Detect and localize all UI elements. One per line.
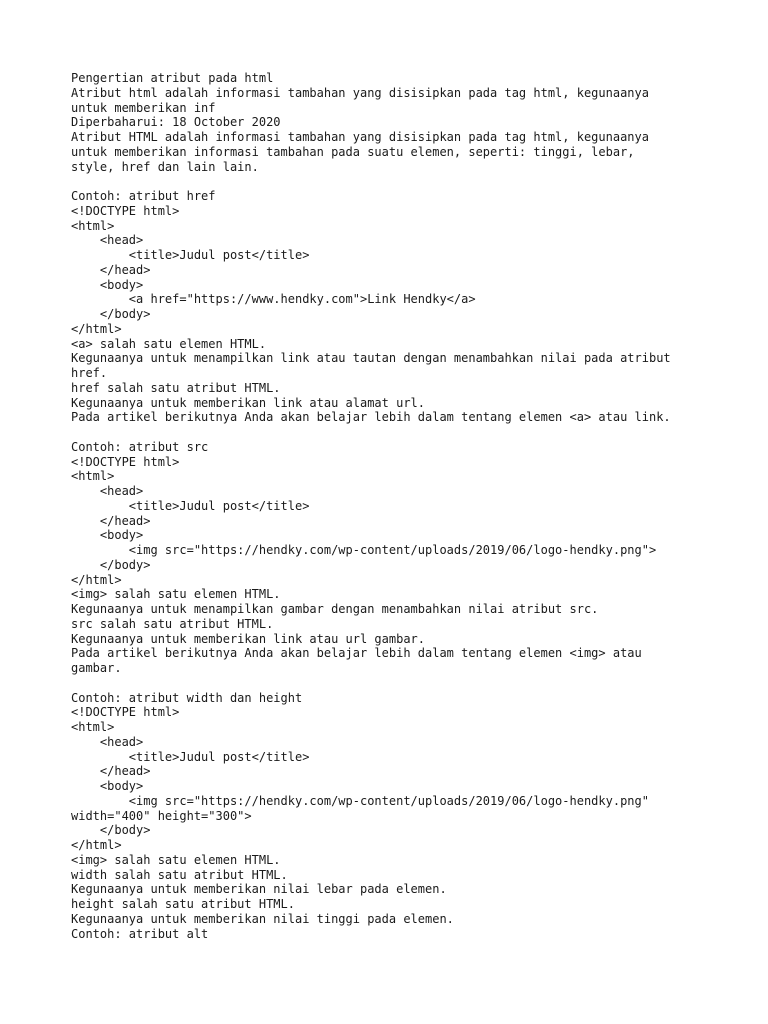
- blank-line: [71, 425, 711, 440]
- text-line: <body>: [71, 528, 144, 543]
- text-line: </body>: [71, 557, 151, 572]
- text-line: <html>: [71, 469, 115, 484]
- text-line: Pada artikel berikutnya Anda akan belajar lebih dalam tentang elemen <img> atau: [71, 646, 642, 661]
- text-line: </head>: [71, 513, 151, 528]
- text-line: src salah satu atribut HTML.: [71, 616, 274, 631]
- text-line: Pengertian atribut pada html: [71, 71, 274, 85]
- text-line: Contoh: atribut width dan height: [71, 690, 303, 705]
- text-line: <!DOCTYPE html>: [71, 454, 180, 469]
- text-line: </html>: [71, 572, 122, 587]
- text-line: width="400" height="300">: [71, 808, 252, 823]
- text-line: Atribut html adalah informasi tambahan yang disisipkan pada tag html, kegunaanya: [71, 85, 649, 100]
- text-line: width salah satu atribut HTML.: [71, 867, 288, 882]
- blank-line: [71, 676, 711, 691]
- text-line: </html>: [71, 838, 122, 852]
- text-line: <html>: [71, 218, 115, 233]
- document-page: [71, 71, 711, 941]
- text-line: <head>: [71, 734, 144, 749]
- text-line: Contoh: atribut alt: [71, 926, 209, 941]
- text-line: <a href="https://www.hendky.com">Link Hendky</a>: [71, 292, 476, 307]
- text-line: Kegunaanya untuk memberikan link atau url gambar.: [71, 631, 426, 646]
- text-line: Contoh: atribut href: [71, 189, 216, 203]
- text-line: <head>: [71, 233, 144, 248]
- text-line: <!DOCTYPE html>: [71, 705, 180, 720]
- text-line: <title>Judul post</title>: [71, 749, 310, 764]
- text-line: Kegunaanya untuk memberikan nilai tinggi pada elemen.: [71, 911, 454, 926]
- text-line: <title>Judul post</title>: [71, 498, 310, 513]
- text-line: <head>: [71, 484, 144, 498]
- text-line: Kegunaanya untuk memberikan link atau alamat url.: [71, 395, 426, 410]
- text-line: Kegunaanya untuk memberikan nilai lebar pada elemen.: [71, 882, 447, 897]
- text-line: </head>: [71, 262, 151, 277]
- text-line: height salah satu atribut HTML.: [71, 897, 295, 911]
- text-line: <title>Judul post</title>: [71, 248, 310, 262]
- blank-line: [71, 174, 711, 189]
- text-line: style, href dan lain lain.: [71, 159, 259, 174]
- text-line: </body>: [71, 307, 151, 321]
- text-line: <body>: [71, 277, 144, 292]
- text-line: </head>: [71, 764, 151, 779]
- text-line: gambar.: [71, 661, 122, 675]
- text-line: untuk memberikan informasi tambahan pada suatu elemen, seperti: tinggi, lebar,: [71, 144, 635, 159]
- text-line: <img> salah satu elemen HTML.: [71, 587, 281, 602]
- text-line: href.: [71, 366, 108, 380]
- text-line: <img src="https://hendky.com/wp-content/uploads/2019/06/logo-hendky.png">: [71, 543, 657, 557]
- text-line: <img> salah satu elemen HTML.: [71, 852, 281, 867]
- text-line: Pada artikel berikutnya Anda akan belajar lebih dalam tentang elemen <a> atau link.: [71, 410, 671, 425]
- text-line: <html>: [71, 720, 115, 734]
- text-line: Atribut HTML adalah informasi tambahan yang disisipkan pada tag html, kegunaanya: [71, 130, 649, 144]
- text-line: <img src="https://hendky.com/wp-content/uploads/2019/06/logo-hendky.png": [71, 793, 649, 808]
- text-line: </body>: [71, 823, 151, 838]
- text-line: untuk memberikan inf: [71, 100, 216, 115]
- text-line: Contoh: atribut src: [71, 439, 209, 454]
- text-line: <a> salah satu elemen HTML.: [71, 336, 267, 351]
- text-line: Kegunaanya untuk menampilkan link atau tautan dengan menambahkan nilai pada atribut: [71, 351, 671, 366]
- text-line: </html>: [71, 321, 122, 336]
- text-line: Kegunaanya untuk menampilkan gambar dengan menambahkan nilai atribut src.: [71, 602, 599, 616]
- text-line: href salah satu atribut HTML.: [71, 380, 281, 395]
- text-line: <!DOCTYPE html>: [71, 203, 180, 218]
- text-line: <body>: [71, 779, 144, 793]
- text-line: Diperbaharui: 18 October 2020: [71, 115, 281, 130]
